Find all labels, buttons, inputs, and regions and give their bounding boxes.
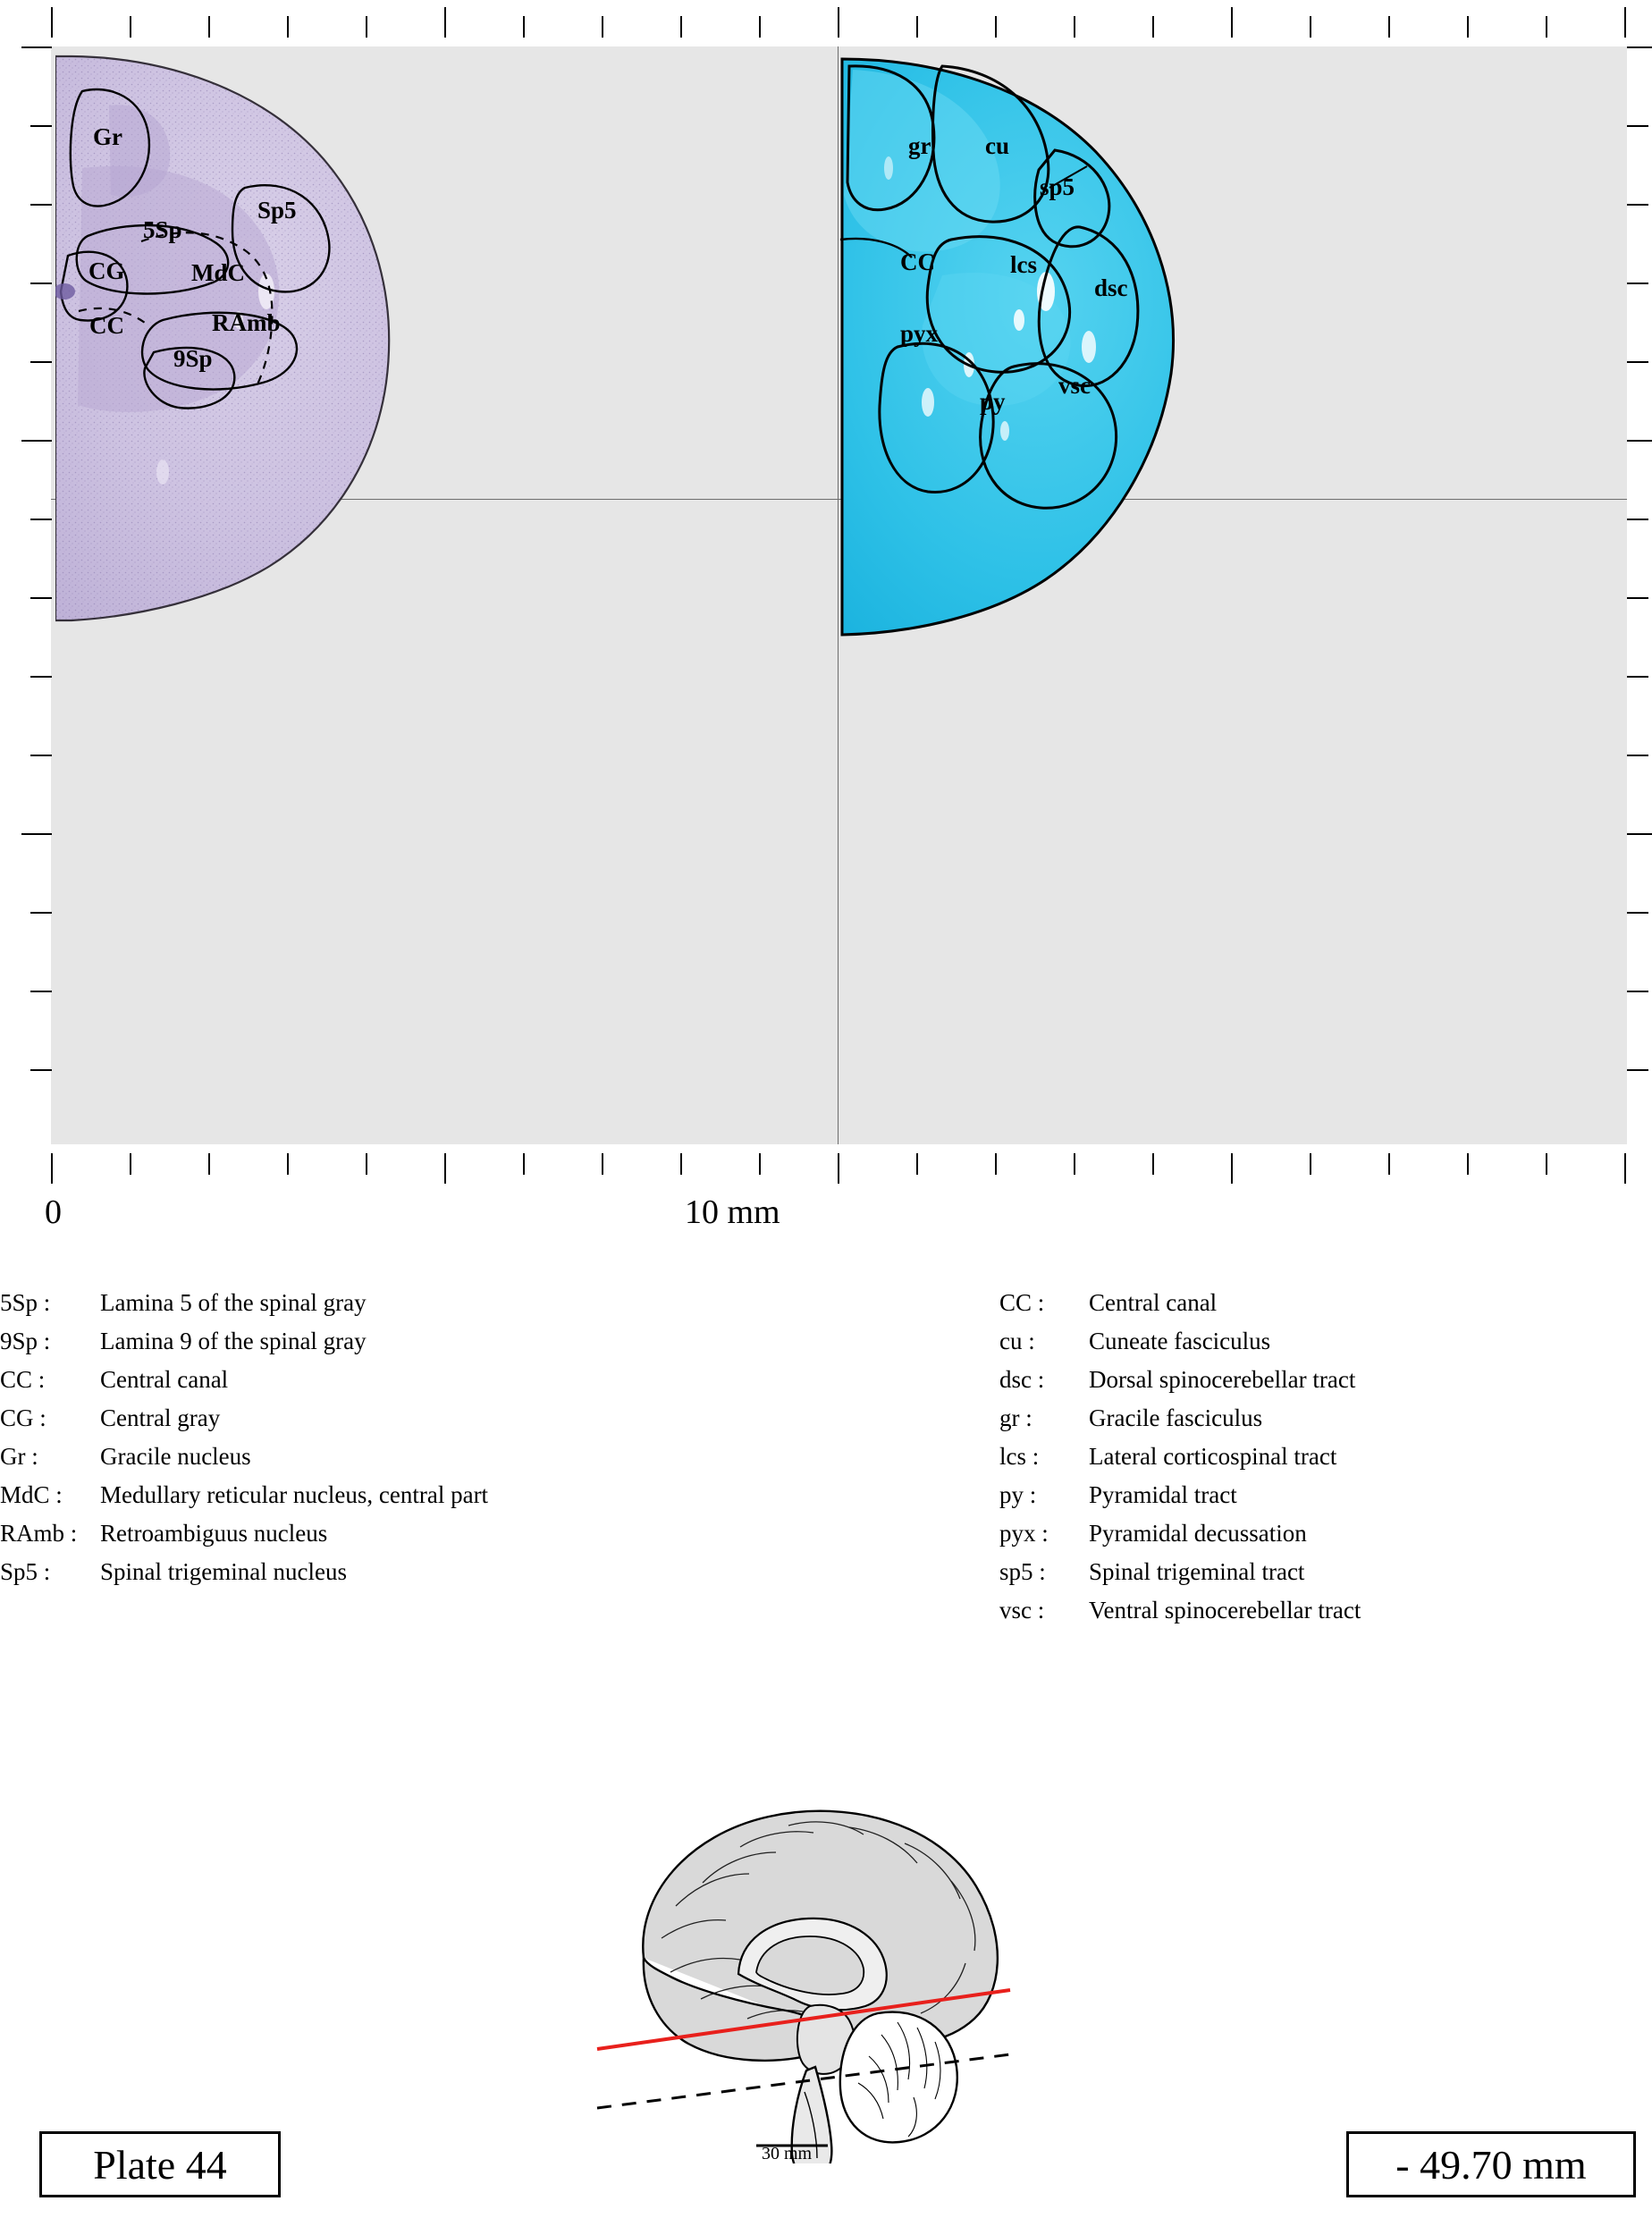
abbrev-row [999,1553,1625,1591]
nissl-label-cc: CC [89,312,124,339]
coordinate-box [1346,2131,1636,2197]
abbrev-row [999,1361,1625,1399]
abbrev-row [0,1553,769,1591]
abbrev-row [0,1284,769,1322]
myelin-stained-hemisection [835,52,1282,660]
abbrev-key: CG : [0,1404,46,1431]
abbrev-key: gr : [999,1404,1032,1431]
abbrev-row [0,1476,769,1514]
plate-number-label: Plate 44 [93,2141,227,2188]
coordinate-label: - 49.70 mm [1395,2141,1587,2188]
abbrev-key: Gr : [0,1443,38,1470]
abbrev-value: Gracile fasciculus [1089,1404,1263,1431]
abbrev-key: CC : [999,1289,1045,1316]
abbrev-row [999,1284,1625,1322]
scale-label-10mm: 10 mm [685,1193,780,1231]
atlas-panel [21,7,1631,1231]
abbrev-value: Ventral spinocerebellar tract [1089,1597,1361,1623]
abbrev-value: Lamina 9 of the spinal gray [100,1328,367,1354]
abbreviation-list-left [0,1284,769,1591]
myelin-label-sp5: sp5 [1040,173,1075,200]
myelin-label-gr: gr [908,132,931,159]
abbrev-row [0,1514,769,1553]
abbrev-key: py : [999,1481,1037,1508]
nissl-label-ramb: RAmb [212,309,281,336]
abbrev-value: Central canal [100,1366,229,1393]
abbrev-value: Pyramidal tract [1089,1481,1237,1508]
abbrev-value: Lateral corticospinal tract [1089,1443,1337,1470]
myelin-label-dsc: dsc [1094,274,1128,301]
myelin-label-lcs: lcs [1010,251,1037,278]
nissl-stained-hemisection [55,52,485,660]
abbrev-row [999,1476,1625,1514]
abbrev-value: Central gray [100,1404,221,1431]
abbrev-value: Cuneate fasciculus [1089,1328,1271,1354]
abbrev-row [0,1399,769,1438]
abbrev-row [0,1438,769,1476]
nissl-label-9sp: 9Sp [173,345,213,372]
abbrev-key: lcs : [999,1443,1040,1470]
abbrev-key: vsc : [999,1597,1045,1623]
abbrev-key: cu : [999,1328,1035,1354]
abbrev-value: Medullary reticular nucleus, central part [100,1481,489,1508]
abbrev-value: Spinal trigeminal nucleus [100,1558,347,1585]
abbrev-key: pyx : [999,1520,1049,1547]
abbrev-row [999,1399,1625,1438]
scale-label-zero: 0 [45,1193,62,1231]
brain-orientation-inset [590,1788,1055,2163]
inset-scale-label: 30 mm [762,2144,813,2163]
abbrev-row [0,1322,769,1361]
abbrev-key: MdC : [0,1481,63,1508]
myelin-label-cc: CC [900,249,935,275]
abbrev-key: 9Sp : [0,1328,51,1354]
myelin-label-py: py [980,388,1006,415]
nissl-label-gr: Gr [93,123,122,150]
abbrev-row [999,1322,1625,1361]
abbrev-value: Dorsal spinocerebellar tract [1089,1366,1356,1393]
abbrev-row [999,1438,1625,1476]
plate-number-box [39,2131,281,2197]
abbrev-key: dsc : [999,1366,1045,1393]
abbrev-value: Gracile nucleus [100,1443,251,1470]
abbrev-value: Central canal [1089,1289,1218,1316]
abbrev-value: Pyramidal decussation [1089,1520,1307,1547]
nissl-label-sp5: Sp5 [257,197,297,223]
abbrev-row [0,1361,769,1399]
abbrev-value: Lamina 5 of the spinal gray [100,1289,367,1316]
abbrev-value: Retroambiguus nucleus [100,1520,328,1547]
abbrev-key: Sp5 : [0,1558,51,1585]
abbrev-key: 5Sp : [0,1289,51,1316]
nissl-label-5sp: 5Sp [143,216,182,243]
abbrev-key: RAmb : [0,1520,78,1547]
abbrev-value: Spinal trigeminal tract [1089,1558,1305,1585]
myelin-label-vsc: vsc [1058,372,1091,399]
myelin-label-cu: cu [985,132,1009,159]
nissl-label-mdc: MdC [191,259,245,286]
abbrev-key: sp5 : [999,1558,1046,1585]
abbreviation-list-right [999,1284,1625,1630]
abbrev-row [999,1514,1625,1553]
myelin-label-pyx: pyx [900,320,939,347]
nissl-label-cg: CG [88,257,125,284]
abbrev-row [999,1591,1625,1630]
abbrev-key: CC : [0,1366,46,1393]
